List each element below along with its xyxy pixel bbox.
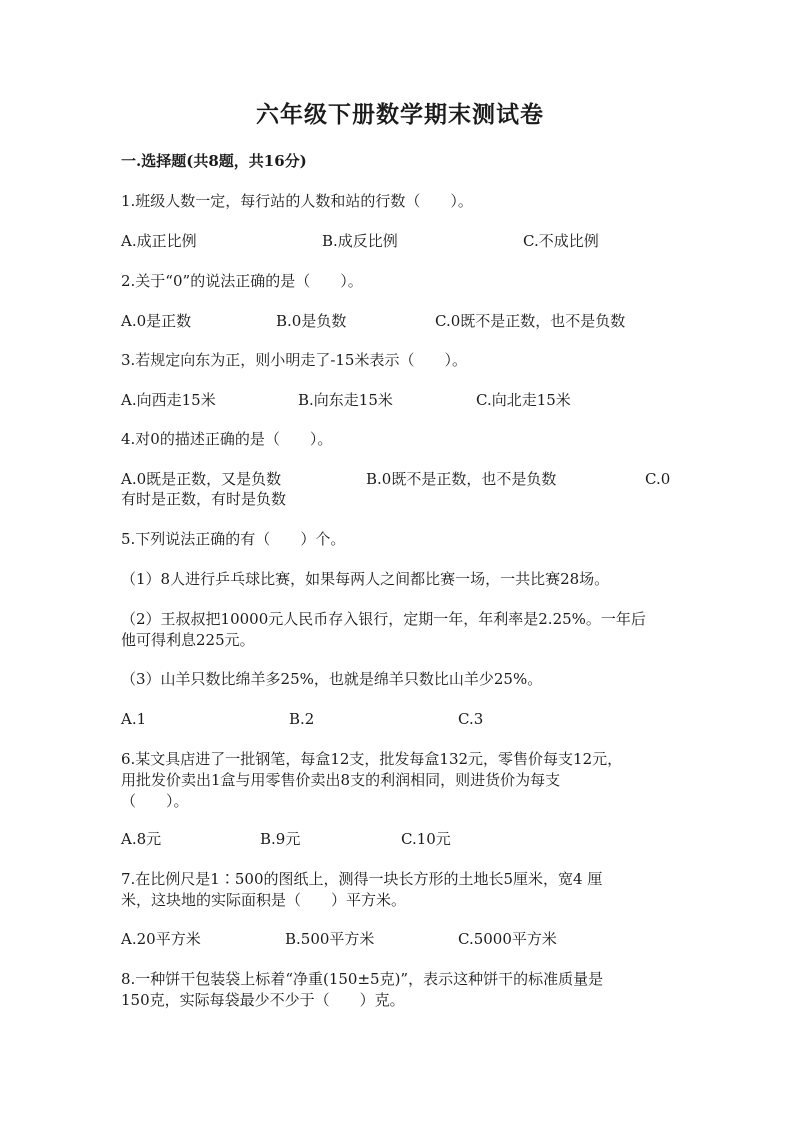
question-2-option-c: C.0既不是正数，也不是负数 (435, 312, 626, 330)
question-5-option-c: C.3 (458, 710, 484, 728)
section-heading: 一.选择题(共8题，共16分) (121, 152, 307, 170)
question-3-option-b: B.向东走15米 (298, 391, 393, 409)
question-6-option-a: A.8元 (121, 830, 162, 848)
question-4-option-b: B.0既不是正数，也不是负数 (366, 470, 557, 488)
question-8-stem-line-2: 150克，实际每袋最少不少于（ ）克。 (121, 991, 405, 1009)
question-7-stem-line-1: 7.在比例尺是1∶500的图纸上，测得一块长方形的土地长5厘米，宽4 厘 (121, 870, 603, 888)
question-5-option-a: A.1 (121, 710, 147, 728)
question-1-option-c: C.不成比例 (523, 232, 599, 250)
question-4-option-c-continued: 有时是正数，有时是负数 (121, 490, 287, 508)
question-5-stem: 5.下列说法正确的有（ ）个。 (121, 530, 346, 548)
question-6-option-b: B.9元 (260, 830, 301, 848)
page-title: 六年级下册数学期末测试卷 (256, 101, 544, 128)
question-7-option-c: C.5000平方米 (458, 930, 557, 948)
question-2-option-b: B.0是负数 (276, 312, 347, 330)
question-7-option-a: A.20平方米 (121, 930, 201, 948)
question-5-statement-1: （1）8人进行乒乓球比赛，如果每两人之间都比赛一场，一共比赛28场。 (121, 570, 610, 588)
question-6-stem-line-2: 用批发价卖出1盒与用零售价卖出8支的利润相同，则进货价为每支 (121, 771, 561, 789)
question-5-statement-2: （2）王叔叔把10000元人民币存入银行，定期一年，年利率是2.25%。一年后 (121, 610, 646, 628)
question-3-option-a: A.向西走15米 (121, 391, 216, 409)
question-4-option-c: C.0 (645, 470, 671, 488)
question-6-stem-line-3: （ ）。 (121, 792, 189, 810)
question-8-stem-line-1: 8.一种饼干包装袋上标着“净重(150±5克)”，表示这种饼干的标准质量是 (121, 970, 604, 988)
question-3-stem: 3.若规定向东为正，则小明走了-15米表示（ ）。 (121, 351, 467, 369)
question-4-stem: 4.对0的描述正确的是（ ）。 (121, 430, 333, 448)
question-7-option-b: B.500平方米 (285, 930, 375, 948)
question-1-option-b: B.成反比例 (322, 232, 398, 250)
question-3-option-c: C.向北走15米 (476, 391, 571, 409)
question-2-stem: 2.关于“0”的说法正确的是（ ）。 (121, 272, 363, 290)
question-1-stem: 1.班级人数一定，每行站的人数和站的行数（ ）。 (121, 192, 473, 210)
question-2-option-a: A.0是正数 (121, 312, 192, 330)
question-4-option-a: A.0既是正数，又是负数 (121, 470, 282, 488)
question-6-option-c: C.10元 (401, 830, 451, 848)
question-5-statement-3: （3）山羊只数比绵羊多25%，也就是绵羊只数比山羊少25%。 (121, 670, 543, 688)
question-5-statement-2-continued: 他可得利息225元。 (121, 631, 255, 649)
question-6-stem-line-1: 6.某文具店进了一批钢笔，每盒12支，批发每盒132元，零售价每支12元， (121, 750, 623, 768)
question-7-stem-line-2: 米，这块地的实际面积是（ ）平方米。 (121, 891, 407, 909)
question-1-option-a: A.成正比例 (121, 232, 197, 250)
question-5-option-b: B.2 (289, 710, 315, 728)
